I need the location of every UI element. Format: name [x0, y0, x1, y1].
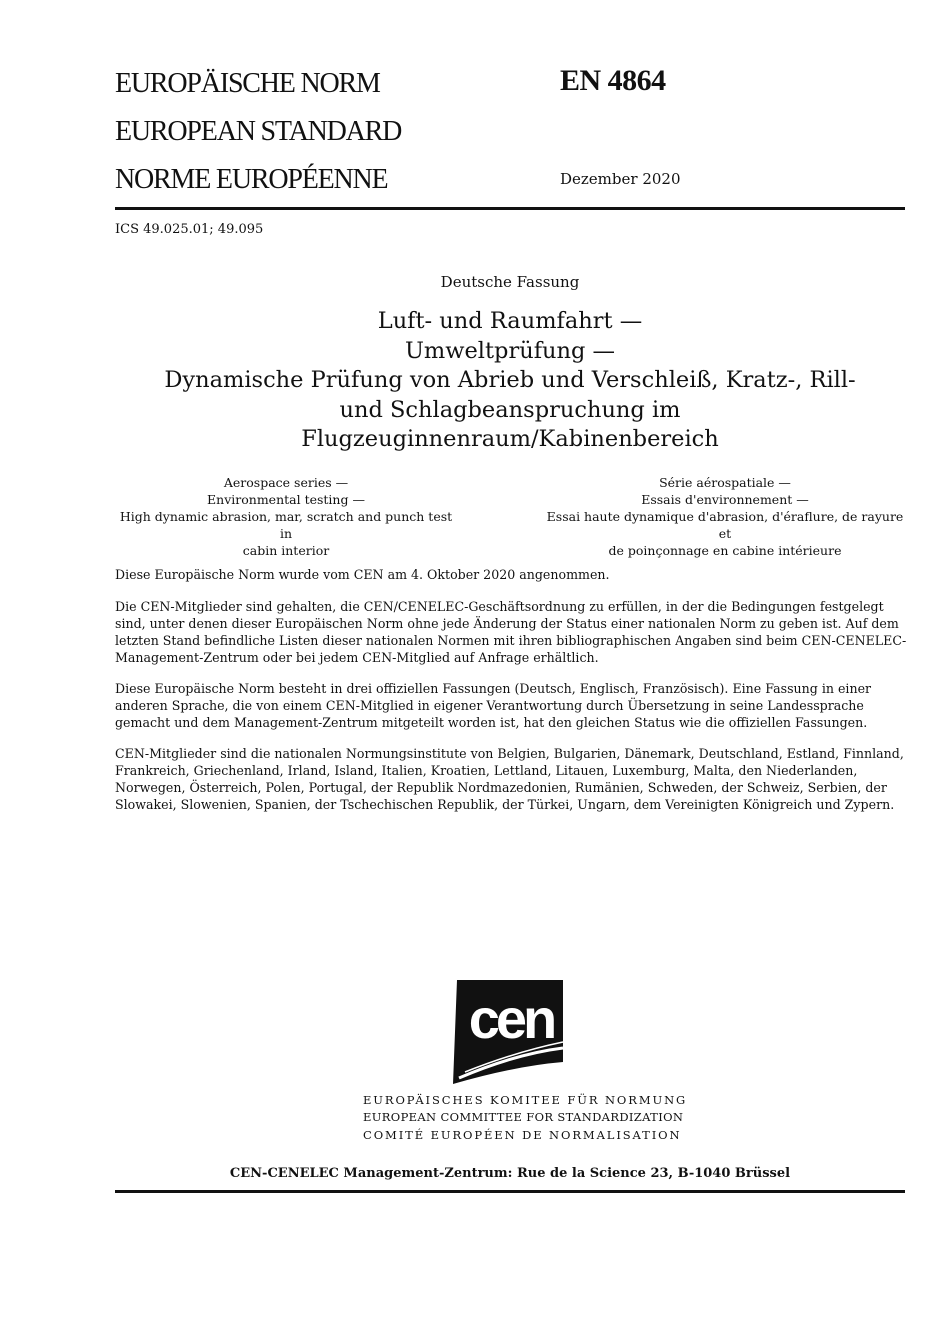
subtitle-line: Essais d'environnement — — [641, 492, 809, 507]
header-line-en: EUROPEAN STANDARD — [115, 116, 402, 147]
subtitle-line: de poinçonnage en cabine intérieure — [608, 543, 842, 558]
subtitle-french — [540, 474, 910, 559]
header-line-de: EUROPÄISCHE NORM — [115, 68, 380, 99]
title-line: Umweltprüfung — — [404, 337, 616, 364]
members-obligation-paragraph: Die CEN-Mitglieder sind gehalten, die CEN/CENELEC-Geschäftsordnung zu erfüllen, in der die Bedingungen festgelegt sind, unter denen dieser Europäischen Norm ohne jede Änderung der Status einer nationalen Norm zu geben ist. Auf dem letzten Stand befindliche Listen dieser nationalen Normen mit ihren bibliographischen Angaben sind beim CEN-CENELEC-Management-Zentrum oder bei jedem CEN-Mitglied auf Anfrage erhältlich. — [115, 599, 907, 665]
subtitle-line: Aerospace series — — [223, 475, 349, 490]
subtitle-line: Essai haute dynamique d'abrasion, d'éraflure, de rayure et — [546, 509, 904, 541]
committee-name-en: EUROPEAN COMMITTEE FOR STANDARDIZATION — [363, 1110, 684, 1124]
cen-logo — [445, 978, 575, 1086]
title-line: Dynamische Prüfung von Abrieb und Verschleiß, Kratz-, Rill- — [164, 367, 856, 393]
subtitle-line: cabin interior — [242, 543, 330, 558]
committee-name-fr: COMITÉ EUROPÉEN DE NORMALISATION — [363, 1128, 682, 1142]
subtitle-english — [115, 474, 457, 559]
version-label: Deutsche Fassung — [440, 273, 580, 291]
header-rule — [115, 207, 905, 210]
publication-date: Dezember 2020 — [560, 170, 681, 188]
ics-code: ICS 49.025.01; 49.095 — [115, 222, 264, 237]
title-line: Luft- und Raumfahrt — — [377, 308, 643, 334]
member-countries-paragraph: CEN-Mitglieder sind die nationalen Normungsinstitute von Belgien, Bulgarien, Dänemark, Deutschland, Estland, Finnland, Frankreich, Griechenland, Irland, Island, Italien, Kroatien, Lettland, Litauen, Luxemburg, Malta, den Niederlanden, Norwegen, Österreich, Polen, Portugal, der Republik Nordmazedonien, Rumänien, Schweden, der Schweiz, Serbien, der Slowakei, Slowenien, Spanien, der Tschechischen Republik, der Türkei, Ungarn, dem Vereinigten Königreich und Zypern. — [115, 746, 904, 812]
subtitle-line: Environmental testing — — [207, 492, 365, 507]
committee-name-de: EUROPÄISCHES KOMITEE FÜR NORMUNG — [363, 1093, 688, 1107]
header-line-fr: NORME EUROPÉENNE — [115, 164, 388, 195]
document-title — [115, 307, 905, 455]
logo-text: cen — [468, 987, 554, 1050]
subtitle-line: High dynamic abrasion, mar, scratch and punch test in — [119, 509, 453, 541]
management-centre-address: CEN-CENELEC Management-Zentrum: Rue de la Science 23, B-1040 Brüssel — [229, 1166, 791, 1181]
standard-number: EN 4864 — [560, 64, 666, 97]
title-line: Flugzeuginnenraum/Kabinenbereich — [301, 426, 719, 452]
title-line: und Schlagbeanspruchung im — [339, 396, 681, 423]
official-versions-paragraph: Diese Europäische Norm besteht in drei offiziellen Fassungen (Deutsch, Englisch, Französisch). Eine Fassung in einer anderen Sprache, die von einem CEN-Mitglied in eigener Verantwortung durch Übersetzung in seine Landessprache gemacht und dem Management-Zentrum mitgeteilt worden ist, hat den gleichen Status wie die offiziellen Fassungen. — [115, 681, 872, 730]
footer-rule — [115, 1190, 905, 1193]
subtitle-line: Série aérospatiale — — [659, 475, 791, 490]
adoption-paragraph: Diese Europäische Norm wurde vom CEN am 4. Oktober 2020 angenommen. — [115, 567, 610, 582]
